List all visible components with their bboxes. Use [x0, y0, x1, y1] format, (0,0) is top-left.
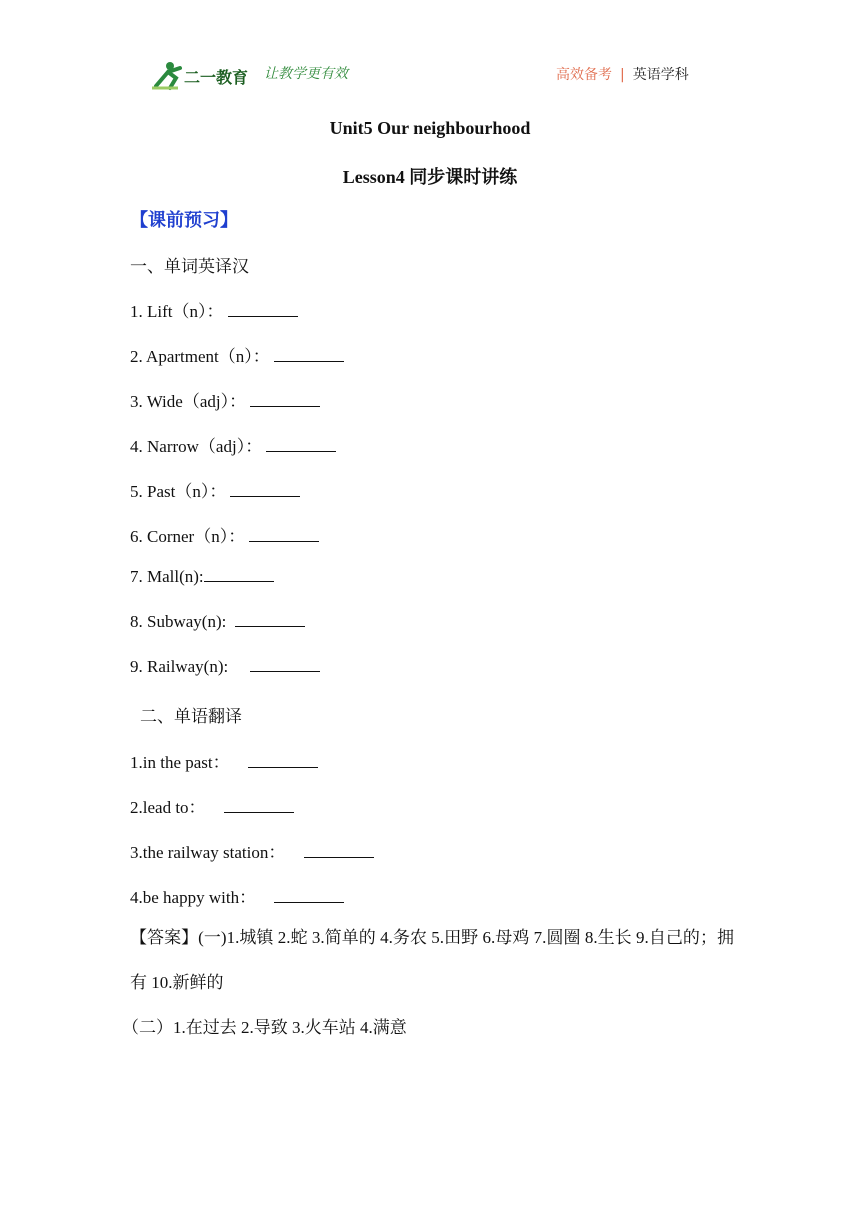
- lesson-title: Lesson4 同步课时讲练: [342, 167, 518, 187]
- phrase-item-text: 4.be happy with：: [130, 888, 261, 907]
- phrase-item-text: 2.lead to：: [130, 798, 210, 817]
- vocab-item-text: 7. Mall(n):: [130, 567, 204, 586]
- vocab-item-text: 9. Railway(n):: [130, 657, 233, 676]
- header-subject: [556, 64, 689, 84]
- header-slogan: 让教学更有效: [264, 66, 348, 82]
- part1-heading: 一、单词英译汉: [130, 257, 249, 276]
- answer-blank[interactable]: [266, 437, 336, 452]
- header-label-subject: 英语学科: [632, 67, 689, 83]
- vocab-item: [130, 522, 319, 547]
- answer-blank[interactable]: [304, 843, 374, 858]
- vocab-item: [130, 387, 320, 412]
- header-label-exam: 高效备考: [556, 67, 612, 83]
- vocab-item: [130, 297, 298, 322]
- vocab-item: [130, 657, 320, 677]
- vocab-item-text: 2. Apartment（n）：: [130, 347, 270, 366]
- part2-heading: 二、单语翻译: [140, 707, 242, 726]
- vocab-item: [130, 612, 305, 632]
- answer-blank[interactable]: [224, 798, 294, 813]
- page-header: [0, 0, 860, 100]
- vocab-item-text: 8. Subway(n):: [130, 612, 231, 631]
- vocab-item-text: 5. Past（n）：: [130, 482, 227, 501]
- logo-icon: [150, 58, 260, 92]
- section-preview: 【课前预习】: [130, 210, 238, 230]
- answer-blank[interactable]: [250, 392, 320, 407]
- answer-blank[interactable]: [249, 527, 319, 542]
- phrase-item: [130, 793, 294, 818]
- vocab-item: [130, 477, 300, 502]
- vocab-item: [130, 432, 336, 457]
- answer-paragraph-2: （二）1.在过去 2.导致 3.火车站 4.满意: [122, 1018, 407, 1037]
- phrase-item: [130, 838, 374, 863]
- answer-blank[interactable]: [250, 657, 320, 672]
- answer-blank[interactable]: [274, 888, 344, 903]
- vocab-item: [130, 342, 344, 367]
- svg-text:二一教育: 二一教育: [184, 68, 249, 87]
- phrase-item-text: 1.in the past：: [130, 753, 234, 772]
- answer-blank[interactable]: [274, 347, 344, 362]
- phrase-item: [130, 748, 318, 773]
- answer-blank[interactable]: [228, 302, 298, 317]
- answer-blank[interactable]: [235, 612, 305, 627]
- vocab-item-text: 4. Narrow（adj）：: [130, 437, 263, 456]
- answer-blank[interactable]: [204, 567, 274, 582]
- vocab-item-text: 6. Corner（n）：: [130, 527, 246, 546]
- answer-paragraph-1: 【答案】(一)1.城镇 2.蛇 3.简单的 4.务农 5.田野 6.母鸡 7.圆圈 8.生长 9.自己的；拥有 10.新鲜的: [130, 928, 734, 992]
- phrase-item: [130, 883, 344, 908]
- unit-title: Unit5 Our neighbourhood: [329, 118, 531, 138]
- phrase-item-text: 3.the railway station：: [130, 843, 290, 862]
- vocab-item-text: 3. Wide（adj）：: [130, 392, 247, 411]
- header-separator: |: [620, 67, 625, 83]
- answer-blank[interactable]: [230, 482, 300, 497]
- vocab-item: [130, 567, 274, 587]
- answer-blank[interactable]: [248, 753, 318, 768]
- vocab-item-text: 1. Lift（n）：: [130, 302, 224, 321]
